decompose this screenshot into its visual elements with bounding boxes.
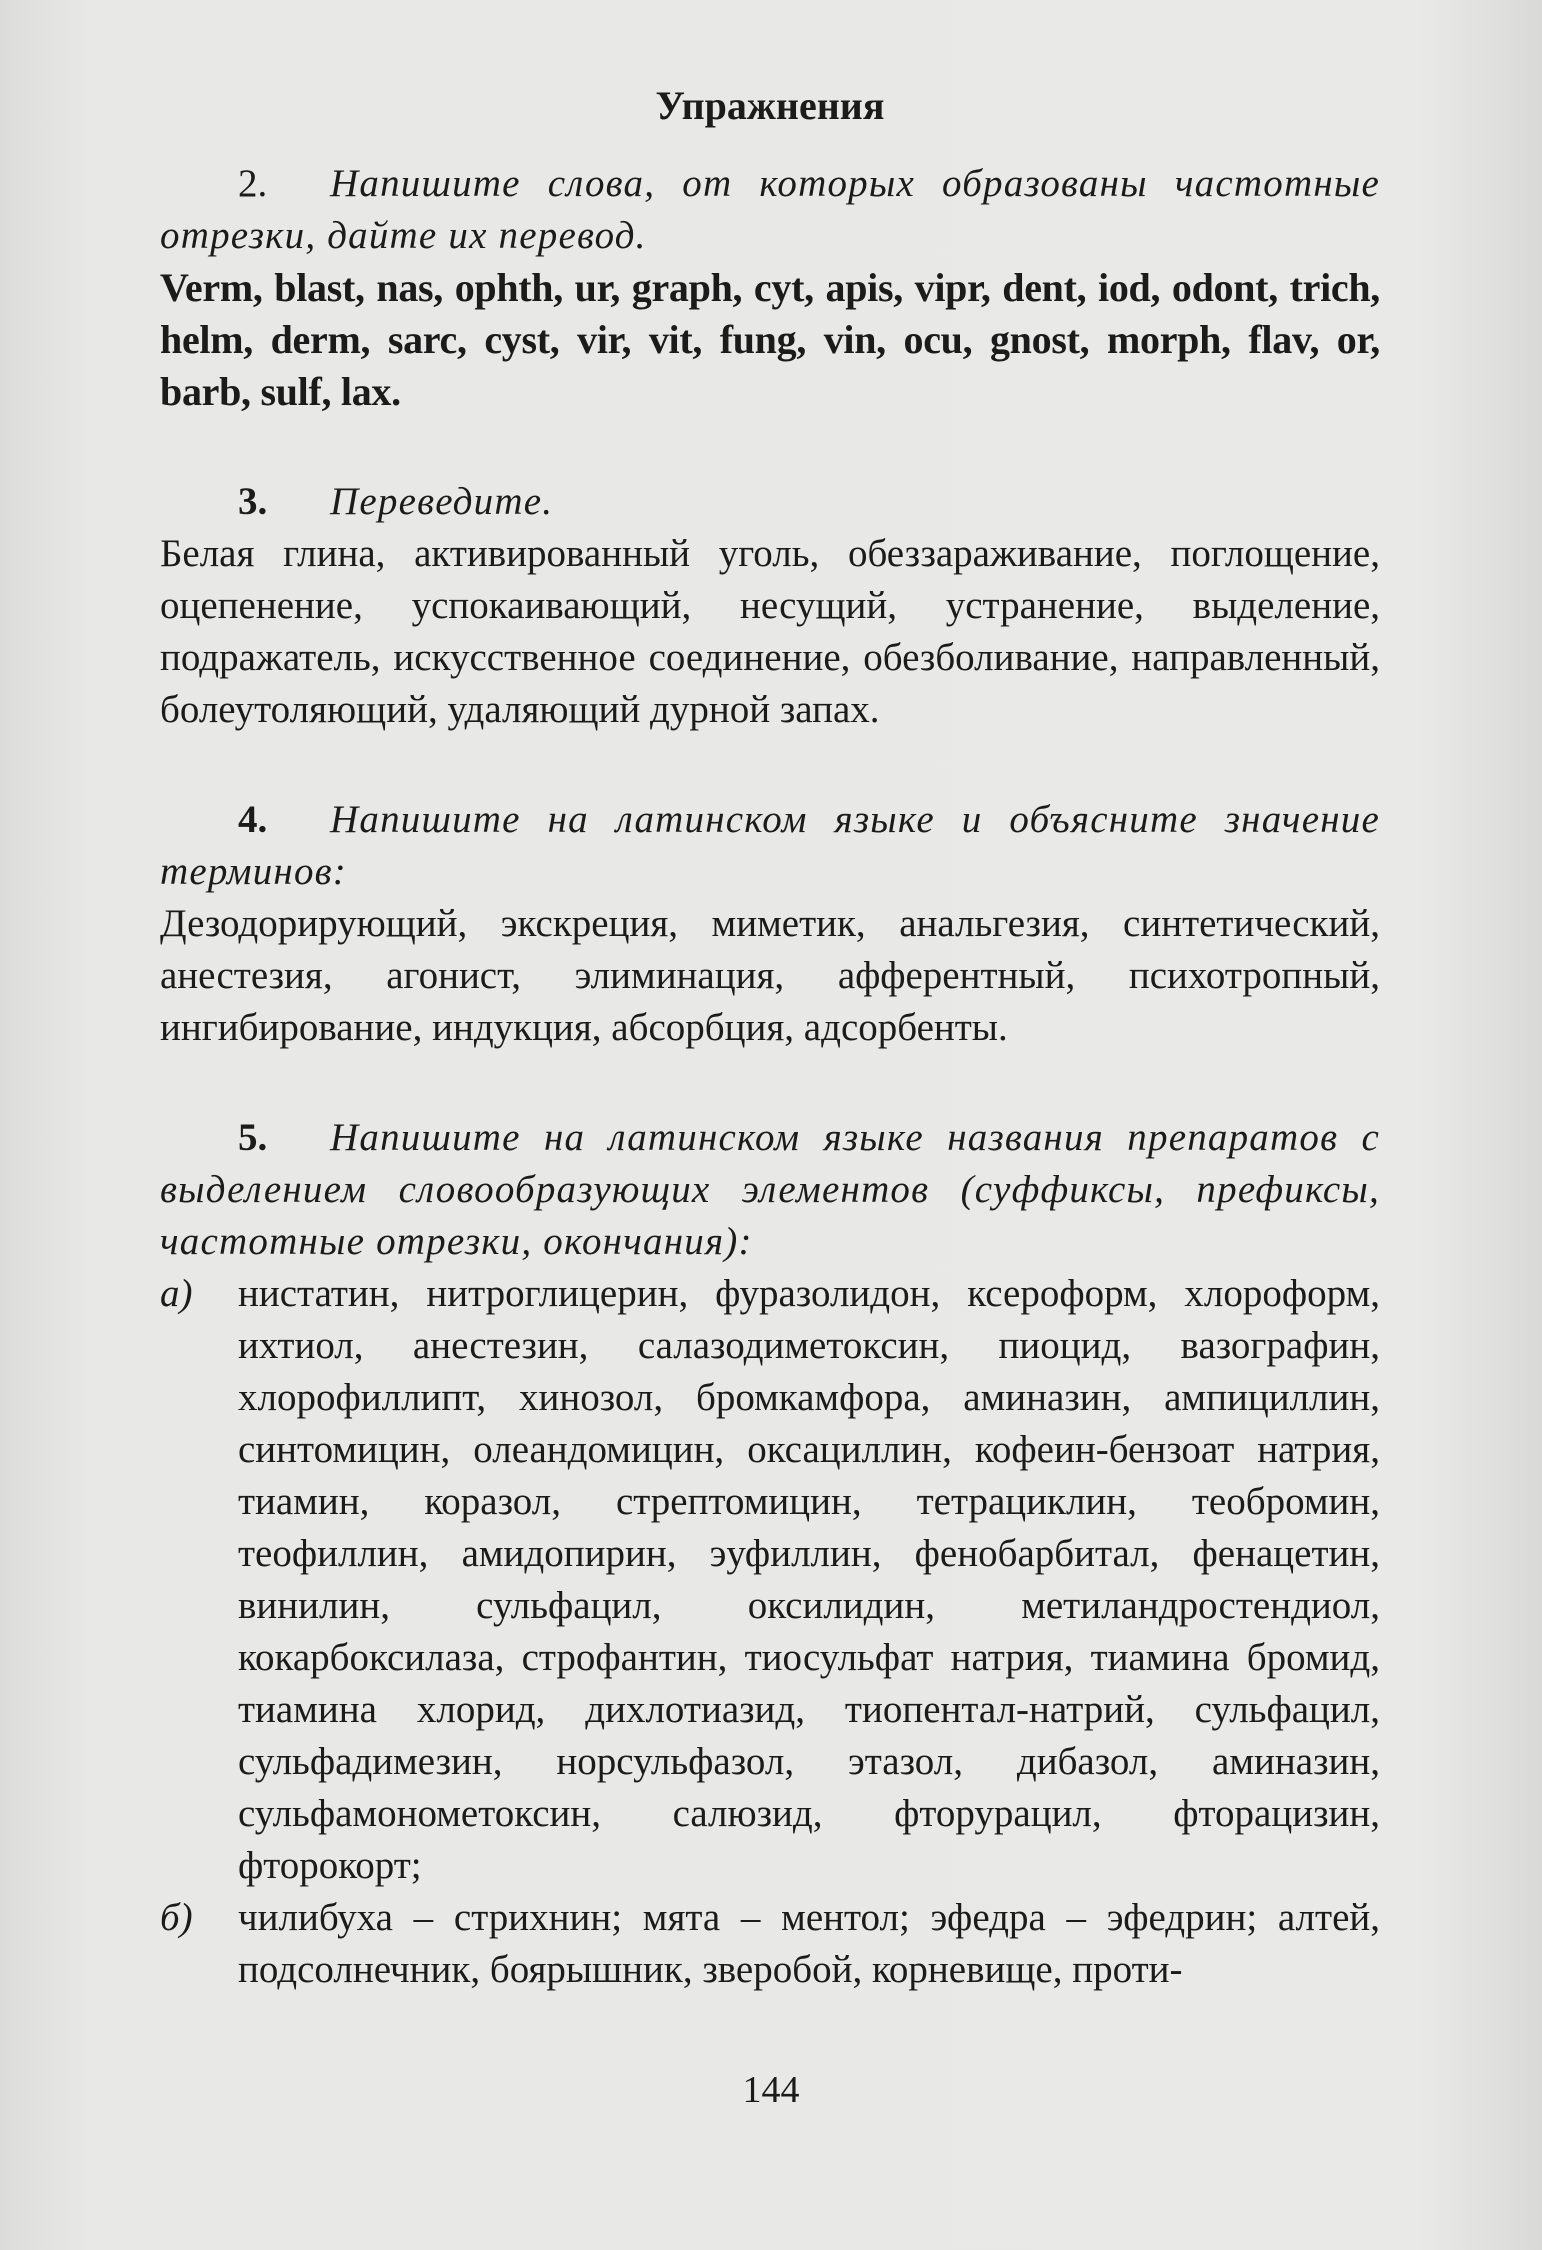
exercise-3-task: Переведите.: [330, 480, 554, 523]
exercise-4-body: Дезодорирующий, экскреция, миметик, анальгезия, синтетический, анестезия, агонист, элиминация, афферентный, психотропный, ингибирование, индукция, абсорбция, адсорбенты.: [160, 902, 1380, 1049]
exercise-3-number: 3.: [238, 480, 268, 523]
exercise-5-item-b: [160, 1892, 1380, 1996]
exercise-5-task: Напишите на латинском языке названия препаратов с выделением словообразующих элементов (суффиксы, префиксы, частотные отрезки, окончания):: [160, 1116, 1380, 1263]
item-b-marker: б): [160, 1896, 193, 1939]
page-number: 144: [742, 2069, 800, 2111]
exercise-2: [160, 158, 1380, 418]
item-b-text: чилибуха – стрихнин; мята – ментол; эфедра – эфедрин; алтей, подсолнечник, боярышник, зверобой, корневище, проти-: [238, 1896, 1380, 1991]
exercise-4-task: Напишите на латинском языке и объясните значение терминов:: [160, 798, 1380, 893]
item-a-text: нистатин, нитроглицерин, фуразолидон, ксероформ, хлороформ, ихтиол, анестезин, салазодиметоксин, пиоцид, вазографин, хлорофиллипт, хинозол, бромкамфора, аминазин, ампициллин, синтомицин, олеандомицин, оксациллин, кофеин-бензоат натрия, тиамин, коразол, стрептомицин, тетрациклин, теобромин, теофиллин, амидопирин, эуфиллин, фенобарбитал, фенацетин, винилин, сульфацил, оксилидин, метиландростендиол, кокарбоксилаза, строфантин, тиосульфат натрия, тиамина бромид, тиамина хлорид, дихлотиазид, тиопентал-натрий, сульфацил, сульфадимезин, норсульфазол, этазол, дибазол, аминазин, сульфамонометоксин, салюзид, фторурацил, фторацизин, фторокорт;: [238, 1272, 1380, 1887]
exercise-4: [160, 794, 1380, 1054]
exercise-5-number: 5.: [238, 1116, 268, 1159]
exercise-5: [160, 1112, 1380, 1996]
exercise-5-item-a: [160, 1268, 1380, 1892]
exercise-2-items: Verm, blast, nas, ophth, ur, graph, cyt, apis, vipr, dent, iod, odont, trich, helm, derm, sarc, cyst, vir, vit, fung, vin, ocu, gnost, morph, flav, or, barb, sulf, lax.: [160, 265, 1380, 414]
item-a-marker: а): [160, 1272, 193, 1315]
exercise-3: [160, 476, 1380, 736]
exercise-3-body: Белая глина, активированный уголь, обеззараживание, поглощение, оцепенение, успокаивающий, несущий, устранение, выделение, подражатель, искусственное соединение, обезболивание, направленный, болеутоляющий, удаляющий дурной запах.: [160, 532, 1380, 731]
page-content: [160, 80, 1380, 1996]
exercise-2-number: 2.: [238, 162, 268, 205]
exercise-2-task: Напишите слова, от которых образованы частотные отрезки, дайте их перевод.: [160, 162, 1380, 257]
exercise-4-number: 4.: [238, 798, 268, 841]
section-heading: Упражнения: [655, 83, 885, 128]
